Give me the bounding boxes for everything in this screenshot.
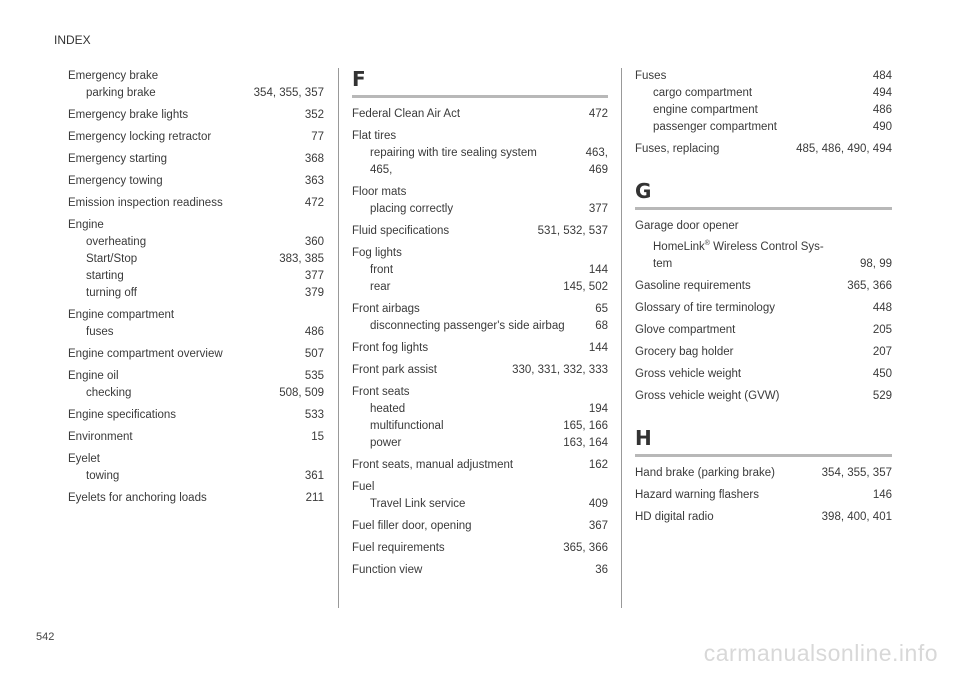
- index-entry: [68, 429, 324, 446]
- index-entry: [68, 307, 324, 341]
- entry-subterm: front: [370, 264, 394, 276]
- entry-pages: 448: [872, 301, 892, 314]
- entry-pages: 531, 532, 537: [537, 225, 608, 237]
- entry-pages: 65: [595, 303, 608, 315]
- entry-subterm: rear: [370, 281, 391, 293]
- entry-subterm: checking: [86, 387, 132, 399]
- index-entry: [352, 184, 608, 218]
- index-entry: [352, 340, 608, 357]
- entry-subterm: parking brake: [86, 87, 156, 99]
- index-entry: [68, 490, 324, 507]
- index-column-2: [352, 68, 608, 584]
- entry-pages: 354, 355, 357: [821, 466, 892, 479]
- index-entry: [635, 218, 892, 273]
- entry-pages: 469: [588, 164, 608, 176]
- entry-subterm: cargo compartment: [653, 87, 753, 99]
- index-entry: [68, 407, 324, 424]
- entry-term: Engine specifications: [68, 409, 177, 421]
- entry-term: Grocery bag holder: [635, 345, 734, 358]
- entry-pages: 494: [872, 87, 892, 99]
- index-entry: [635, 278, 892, 295]
- entry-subterm: fuses: [86, 326, 114, 338]
- index-entry: [68, 346, 324, 363]
- fuses-entries: [635, 68, 892, 158]
- entry-term: Engine: [68, 219, 104, 231]
- entry-pages: 354, 355, 357: [253, 87, 324, 99]
- entry-term: Fuses: [635, 70, 667, 82]
- entry-term: Gross vehicle weight (GVW): [635, 389, 780, 402]
- entry-subterm: Start/Stop: [86, 253, 138, 265]
- entry-pages: 377: [304, 270, 324, 282]
- index-entry: [68, 451, 324, 485]
- entry-pages: 529: [872, 389, 892, 402]
- entry-term: Function view: [352, 564, 423, 576]
- entry-term: Engine compartment overview: [68, 348, 223, 360]
- entry-term: Federal Clean Air Act: [352, 108, 461, 120]
- section-letter-h: H: [635, 425, 652, 450]
- entry-term: Eyelet: [68, 453, 100, 465]
- index-entry: [352, 479, 608, 513]
- entry-pages: 485, 486, 490, 494: [796, 143, 892, 155]
- entry-pages: 36: [595, 564, 608, 576]
- entry-term: Glossary of tire terminology: [635, 301, 775, 314]
- entry-term: Floor mats: [352, 186, 407, 198]
- index-entry: [352, 518, 608, 535]
- entry-term: HD digital radio: [635, 510, 714, 523]
- entry-pages: 472: [588, 108, 608, 120]
- index-entry: [635, 344, 892, 361]
- entry-subterm: disconnecting passenger's side airbag: [370, 320, 565, 332]
- entry-subterm: repairing with tire sealing system: [370, 147, 537, 159]
- entry-term: Engine compartment: [68, 309, 175, 321]
- entry-pages: 472: [304, 197, 324, 209]
- entry-term: Emission inspection readiness: [68, 197, 223, 209]
- index-column-3: [635, 68, 892, 531]
- entry-pages: 205: [872, 323, 892, 336]
- entry-term: Front fog lights: [352, 342, 429, 354]
- entry-pages: 77: [311, 131, 324, 143]
- entry-term: Front seats: [352, 386, 410, 398]
- entry-pages: 365, 366: [563, 542, 608, 554]
- entry-pages: 486: [872, 104, 892, 116]
- index-entry: [68, 107, 324, 124]
- entry-subterm: tem: [653, 257, 673, 270]
- index-entry: [352, 223, 608, 240]
- entry-pages: 379: [304, 287, 324, 299]
- index-entry: [68, 195, 324, 212]
- entry-term: Emergency locking retractor: [68, 131, 212, 143]
- entry-term: Gasoline requirements: [635, 279, 751, 292]
- index-entry: [68, 68, 324, 102]
- entry-pages: 146: [872, 488, 892, 501]
- index-entry: [635, 68, 892, 136]
- entry-pages: 367: [588, 520, 608, 532]
- entry-term: Emergency brake: [68, 70, 159, 82]
- entry-term: Emergency brake lights: [68, 109, 189, 121]
- entry-pages: 486: [304, 326, 324, 338]
- section-rule: [635, 454, 892, 457]
- entry-term: Engine oil: [68, 370, 119, 382]
- index-entry: [352, 106, 608, 123]
- entry-pages: 383, 385: [279, 253, 324, 265]
- entry-term: Gross vehicle weight: [635, 367, 742, 380]
- index-entry: [352, 562, 608, 579]
- index-entry: [352, 128, 608, 179]
- entry-pages: 363: [304, 175, 324, 187]
- entry-pages: 398, 400, 401: [821, 510, 892, 523]
- section-g-entries: [635, 278, 892, 405]
- entry-subterm: placing correctly: [370, 203, 454, 215]
- entry-pages: 165, 166: [563, 420, 608, 432]
- entry-term: Eyelets for anchoring loads: [68, 492, 207, 504]
- entry-pages: 409: [588, 498, 608, 510]
- entry-term: Front airbags: [352, 303, 420, 315]
- entry-pages: 330, 331, 332, 333: [512, 364, 608, 376]
- entry-pages: 508, 509: [279, 387, 324, 399]
- entry-subterm: Travel Link service: [370, 498, 466, 510]
- column-divider: [338, 68, 339, 608]
- entry-term: Emergency towing: [68, 175, 163, 187]
- entry-subterm: turning off: [86, 287, 137, 299]
- index-entry: [635, 465, 892, 482]
- index-entry: [352, 301, 608, 335]
- entry-pages: 207: [872, 345, 892, 358]
- entry-subterm: heated: [370, 403, 406, 415]
- index-entry: [68, 129, 324, 146]
- entry-subterm: passenger compartment: [653, 121, 778, 133]
- entry-pages: 68: [595, 320, 608, 332]
- entry-pages: 535: [304, 370, 324, 382]
- entry-term: Fluid specifications: [352, 225, 450, 237]
- entry-term: Front park assist: [352, 364, 437, 376]
- index-entry: [635, 509, 892, 526]
- index-entry: [635, 366, 892, 383]
- entry-term: Fuel: [352, 481, 375, 493]
- entry-pages: 365, 366: [847, 279, 892, 292]
- entry-term: Glove compartment: [635, 323, 736, 336]
- entry-subterm: 465,: [370, 164, 393, 176]
- entry-pages: 368: [304, 153, 324, 165]
- index-entry: [68, 151, 324, 168]
- entry-pages: 360: [304, 236, 324, 248]
- entry-subterm: multifunctional: [370, 420, 444, 432]
- page-header: INDEX: [54, 33, 91, 47]
- entry-subterm: power: [370, 437, 402, 449]
- section-h-entries: [635, 465, 892, 526]
- index-entry: [352, 245, 608, 296]
- index-entry: [352, 362, 608, 379]
- entry-pages: 211: [305, 492, 324, 504]
- entry-term: Fuel requirements: [352, 542, 445, 554]
- entry-term: Hazard warning flashers: [635, 488, 760, 501]
- entry-pages: 352: [304, 109, 324, 121]
- index-entry: [635, 141, 892, 158]
- index-entry: [352, 540, 608, 557]
- entry-pages: 463,: [585, 147, 608, 159]
- entry-pages: 15: [311, 431, 324, 443]
- watermark: carmanualsonline.info: [703, 640, 938, 666]
- entry-term: Front seats, manual adjustment: [352, 459, 514, 471]
- entry-pages: 144: [588, 342, 608, 354]
- entry-subterm: engine compartment: [653, 104, 758, 116]
- entry-term: Garage door opener: [635, 220, 739, 232]
- entry-pages: 484: [872, 70, 892, 82]
- section-f-entries: [352, 106, 608, 579]
- section-letter-g: G: [635, 179, 652, 203]
- entry-pages: 507: [304, 348, 324, 360]
- index-entry: [68, 368, 324, 402]
- entry-subterm: starting: [86, 270, 124, 282]
- entry-pages: 450: [872, 367, 892, 380]
- entry-subterm: HomeLink® Wireless Control Sys-: [653, 240, 824, 253]
- index-entry: [635, 388, 892, 405]
- entry-pages: 162: [588, 459, 608, 471]
- entry-subterm: overheating: [86, 236, 147, 248]
- entry-term: Emergency starting: [68, 153, 168, 165]
- section-letter-f: F: [352, 67, 366, 91]
- entry-term: Fog lights: [352, 247, 402, 259]
- entry-pages: 98, 99: [860, 257, 892, 270]
- index-column-1: [68, 68, 324, 512]
- index-entry: [68, 217, 324, 302]
- entry-pages: 144: [588, 264, 608, 276]
- section-rule: [635, 207, 892, 210]
- index-entry: [635, 300, 892, 317]
- entry-term: Flat tires: [352, 130, 397, 142]
- entry-pages: 145, 502: [563, 281, 608, 293]
- entry-pages: 490: [872, 121, 892, 133]
- entry-term: Fuses, replacing: [635, 143, 720, 155]
- page-number: 542: [36, 631, 55, 643]
- index-entry: [635, 487, 892, 504]
- entry-pages: 194: [588, 403, 608, 415]
- entry-pages: 533: [304, 409, 324, 421]
- index-entry: [68, 173, 324, 190]
- section-rule: [352, 95, 608, 98]
- entry-subterm: towing: [86, 470, 120, 482]
- entry-pages: 361: [304, 470, 324, 482]
- entry-pages: 377: [588, 203, 608, 215]
- index-entry: [352, 457, 608, 474]
- column-divider: [621, 68, 622, 608]
- entry-term: Environment: [68, 431, 133, 443]
- entry-term: Hand brake (parking brake): [635, 466, 775, 479]
- index-entry: [635, 322, 892, 339]
- entry-term: Fuel filler door, opening: [352, 520, 472, 532]
- index-entry: [352, 384, 608, 452]
- entry-pages: 163, 164: [563, 437, 608, 449]
